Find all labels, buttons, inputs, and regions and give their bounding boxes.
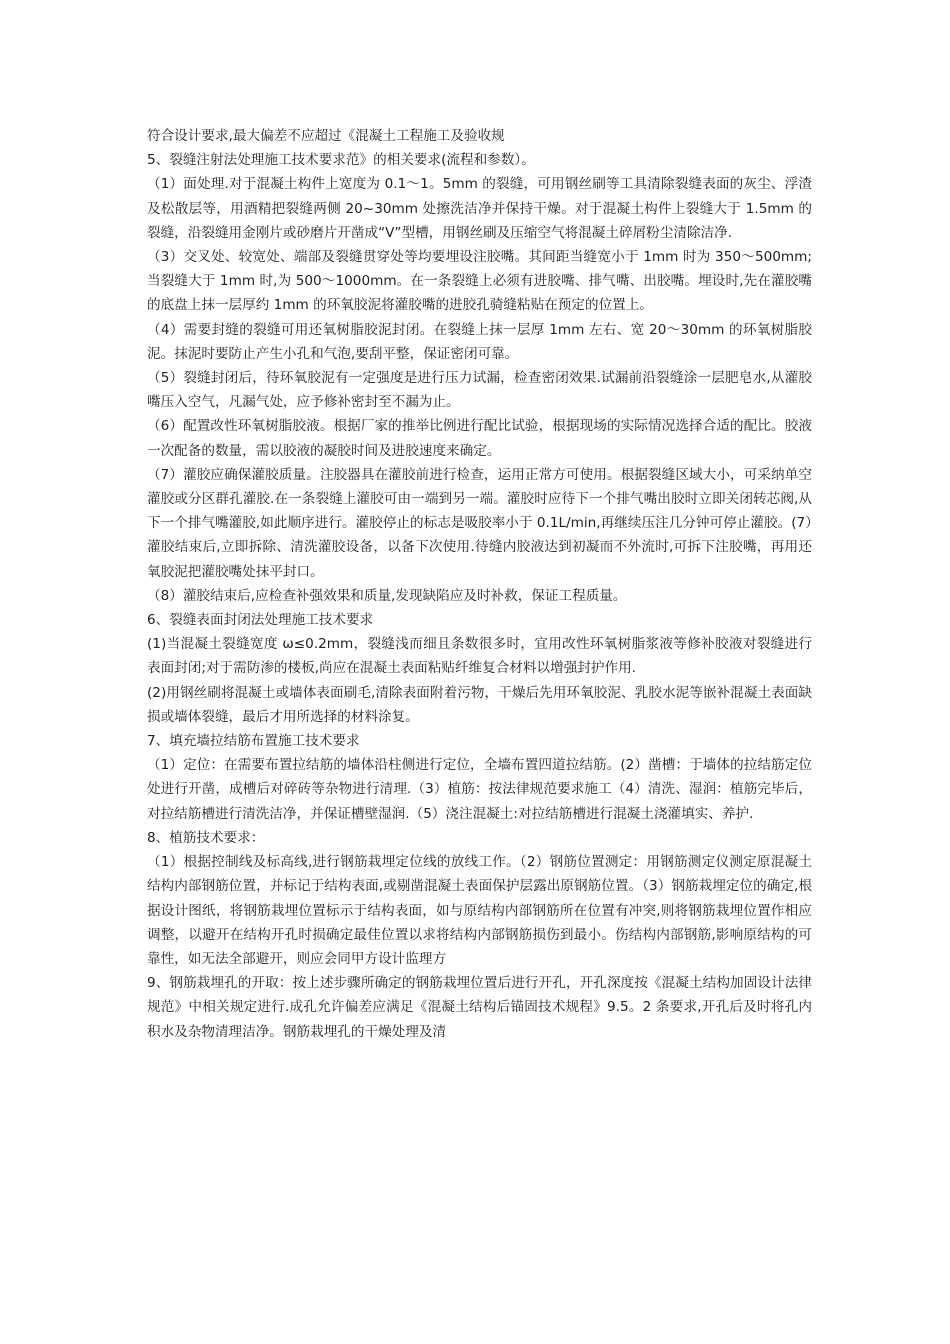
paragraph: 9、钢筋栽埋孔的开取：按上述步骤所确定的钢筋栽埋位置后进行开孔，开孔深度按《混凝土结构加固设计法律规范》中相关规定进行.成孔允许偏差应满足《混凝土结构后锚固技术规程》9.5。2 条要求,开孔后及时将孔内积水及杂物清理洁净。钢筋栽埋孔的干燥处理及清 (147, 975, 812, 1040)
section-heading: 8、植筋技术要求： (147, 829, 265, 846)
document-page (147, 124, 812, 1044)
paragraph: （5）裂缝封闭后，待环氧胶泥有一定强度是进行压力试漏，检查密闭效果.试漏前沿裂缝涂一层肥皂水,从灌胶嘴压入空气，凡漏气处，应予修补密封至不漏为止。 (147, 370, 812, 411)
section-heading: 7、填充墙拉结筋布置施工技术要求 (147, 733, 360, 750)
paragraph: （1）定位：在需要布置拉结筋的墙体沿柱侧进行定位，全墙布置四道拉结筋。(2）凿槽：于墙体的拉结筋定位处进行开凿，成槽后对碎砖等杂物进行清理.（3）植筋：按法律规范要求施工（4）清洗、湿润：植筋完毕后，对拉结筋槽进行清洗洁净，并保证槽壁湿润.（5）浇注混凝土:对拉结筋槽进行混凝土浇灌填实、养护. (147, 757, 812, 822)
paragraph: （1）面处理.对于混凝土构件上宽度为 0.1～1。5mm 的裂缝，可用钢丝刷等工具清除裂缝表面的灰尘、浮渣及松散层等，用酒精把裂缝两侧 20~30mm 处擦洗洁净并保持干燥。对于混凝土构件上裂缝大于 1.5mm 的裂缝，沿裂缝用金刚片或砂磨片开凿成“V”型槽，用钢丝刷及压缩空气将混凝土碎屑粉尘清除洁净. (147, 176, 812, 241)
section-heading: 6、裂缝表面封闭法处理施工技术要求 (147, 612, 374, 629)
section-heading: 5、裂缝注射法处理施工技术要求范》的相关要求(流程和参数）。 (147, 152, 535, 169)
paragraph: （4）需要封缝的裂缝可用还氧树脂胶泥封闭。在裂缝上抹一层厚 1mm 左右、宽 20～30mm 的环氧树脂胶泥。抹泥时要防止产生小孔和气泡,要刮平整，保证密闭可靠。 (147, 321, 812, 362)
paragraph: 符合设计要求,最大偏差不应超过《混凝土工程施工及验收规 (147, 128, 505, 144)
paragraph: （7）灌胶应确保灌胶质量。注胶器具在灌胶前进行检查，运用正常方可使用。根据裂缝区域大小，可采纳单空灌胶或分区群孔灌胶.在一条裂缝上灌胶可由一端到另一端。灌胶时应待下一个排气嘴出胶时立即关闭转芯阀,从下一个排气嘴灌胶,如此顺序进行。灌胶停止的标志是吸胶率小于 0.1L/min,再继续压注几分钟可停止灌胶。(7）灌胶结束后,立即拆除、清洗灌胶设备，以备下次使用.待缝内胶液达到初凝而不外流时,可拆下注胶嘴，再用还氧胶泥把灌胶嘴处抹平封口。 (147, 466, 812, 580)
paragraph: （8）灌胶结束后,应检查补强效果和质量,发现缺陷应及时补救，保证工程质量。 (147, 587, 627, 604)
paragraph: （3）交叉处、较宽处、端部及裂缝贯穿处等均要埋设注胶嘴。其间距当缝宽小于 1mm 时为 350～500mm;当裂缝大于 1mm 时,为 500～1000mm。在一条裂缝上必须有进胶嘴、排气嘴、出胶嘴。埋设时,先在灌胶嘴的底盘上抹一层厚约 1mm 的环氧胶泥将灌胶嘴的进胶孔骑缝粘贴在预定的位置上。 (147, 249, 812, 314)
paragraph: （1）根据控制线及标高线,进行钢筋栽埋定位线的放线工作。（2）钢筋位置测定：用钢筋测定仪测定原混凝土结构内部钢筋位置，并标记于结构表面,或剔凿混凝土表面保护层露出原钢筋位置。（3）钢筋栽埋定位的确定,根据设计图纸，将钢筋栽埋位置标示于结构表面，如与原结构内部钢筋所在位置有冲突,则将钢筋栽埋位置作相应调整，以避开在结构开孔时损确定最佳位置以求将结构内部钢筋损伤到最小。伤结构内部钢筋,影响原结构的可靠性，如无法全部避开，则应会同甲方设计监理方 (147, 854, 812, 967)
paragraph: （6）配置改性环氧树脂胶液。根据厂家的推举比例进行配比试验，根据现场的实际情况选择合适的配比。胶液一次配备的数量，需以胶液的凝胶时间及进胶速度来确定。 (147, 418, 812, 459)
paragraph: (1)当混凝土裂缝宽度 ω≤0.2mm，裂缝浅而细且条数很多时，宜用改性环氧树脂浆液等修补胶液对裂缝进行表面封闭;对于需防渗的楼板,尚应在混凝土表面粘贴纤维复合材料以增强封护作用. (147, 636, 812, 677)
paragraph: (2)用钢丝刷将混凝土或墙体表面刷毛,清除表面附着污物，干燥后先用环氧胶泥、乳胶水泥等嵌补混凝土表面缺损或墙体裂缝，最后才用所选择的材料涂复。 (147, 684, 812, 725)
